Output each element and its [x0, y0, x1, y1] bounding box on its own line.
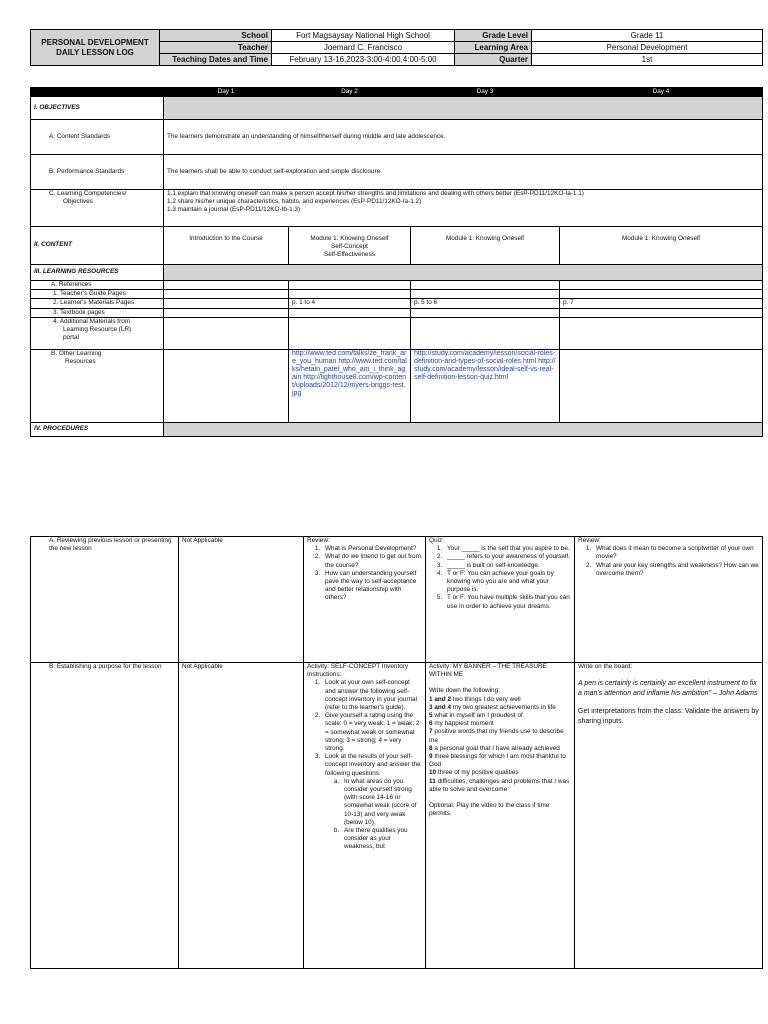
- list-item: 1. What does it mean to become a scriptwriter of your own movie?: [593, 545, 759, 561]
- olr-day4: [560, 349, 763, 422]
- additional-materials-label: [31, 317, 164, 349]
- dates-label: Teaching Dates and Time: [160, 54, 272, 66]
- proc-b-day2-sub: Instructions:: [307, 671, 342, 679]
- tg-label: 1. Teacher's Guide Pages: [31, 290, 164, 299]
- content-day1: Introduction to the Course: [164, 227, 289, 265]
- tb-day2: [289, 308, 411, 317]
- day-header-1: Day 1: [164, 88, 289, 97]
- proc-a-day4: [575, 537, 763, 663]
- competency-3: 1.3 maintain a journal (EsP-PD11/12KO-Ib-1.3): [167, 206, 301, 214]
- header-table: [30, 29, 763, 66]
- resources-fill: [164, 265, 763, 281]
- list-item-text: Look at the results of your self-concept inventory and answer the following questions.: [325, 753, 421, 777]
- proc-b-day3-intro: Write down the following:: [429, 687, 500, 695]
- list-item-text: what in myself am I proudest of: [432, 712, 523, 720]
- list-item-number: 3 and 4: [429, 703, 452, 711]
- content-standards-text: The learners demonstrate an understanding of himself/herself during middle and late adolescence.: [164, 120, 763, 155]
- procedures-fill: [164, 422, 763, 436]
- proc-b-day3-list: [429, 696, 571, 794]
- am-day3: [411, 317, 560, 349]
- proc-a-day2-title: Review:: [307, 537, 330, 544]
- proc-b-day3: [426, 663, 575, 969]
- school-label: School: [160, 30, 272, 42]
- references-day4: [560, 281, 763, 290]
- proc-a-label: A. Reviewing previous lesson or presenting the new lesson: [31, 537, 179, 663]
- content-day2-line2: Self-Concept: [331, 243, 368, 251]
- list-item: [429, 712, 571, 720]
- tg-day3: [411, 290, 560, 299]
- day-header-4: Day 4: [560, 88, 763, 97]
- title-line2: DAILY LESSON LOG: [56, 47, 134, 57]
- proc-b-day2-sublist: [325, 778, 422, 852]
- list-item: 2. Give yourself a rating using the scale: 0 = very weak; 1 = weak; 2 = somewhat weak or somewhat strong; 3 = strong; 4 = very strong.: [322, 712, 422, 753]
- day-header-2: Day 2: [289, 88, 411, 97]
- proc-a-day2-list: [307, 545, 422, 602]
- day-header-blank: [31, 88, 164, 97]
- lm-day2: p. 1 to 4: [289, 299, 411, 308]
- proc-a-day4-list: [578, 545, 759, 578]
- competencies-label-2: Objectives: [63, 198, 93, 206]
- olr-day1: [164, 349, 289, 422]
- tb-day3: [411, 308, 560, 317]
- am-line2: Learning Resource (LR): [63, 326, 132, 334]
- list-item: [429, 778, 571, 794]
- tg-day1: [164, 290, 289, 299]
- procedures-table: [30, 536, 763, 969]
- competency-2: 1.2 share his/her unique characteristics, habits, and experiences (EsP-PD11/12KO-Ia-1.2): [167, 198, 422, 206]
- proc-b-day4-note: Get interpretations from the class. Validate the answers by sharing inputs.: [578, 708, 759, 726]
- competencies-text: [164, 190, 763, 227]
- proc-a-day1: Not Applicable: [179, 537, 304, 663]
- school-value: Fort Magsaysay National High School: [272, 30, 455, 42]
- list-item-text: two things I do very well: [451, 695, 521, 703]
- proc-a-day3: [426, 537, 575, 663]
- content-day2-line3: Self-Effectiveness: [323, 251, 376, 259]
- references-day1: [164, 281, 289, 290]
- performance-standards-label: B. Performance Standards: [31, 155, 164, 190]
- proc-b-day2: [304, 663, 426, 969]
- proc-b-label: B. Establishing a purpose for the lesson: [31, 663, 179, 969]
- references-label: A. References: [31, 281, 164, 290]
- other-resources-links-day2[interactable]: http://www.ted.com/talks/ze_frank_are_you_human http://www.ted.com/talks/hetain_patel_who_am_i_think_again http://lighthouse8.com/wp-content/uploads/2012/12/myers-briggs-test.jpg: [289, 349, 411, 422]
- area-value: Personal Development: [532, 42, 763, 54]
- title-line1: PERSONAL DEVELOPMENT: [41, 37, 149, 47]
- performance-standards-text: The learners shall be able to conduct self-exploration and simple disclosure.: [164, 155, 763, 190]
- am-day2: [289, 317, 411, 349]
- list-item: 1. Look at your own self-concept and answer the following self-concept inventory in your journal (refer to the learner's guide).: [322, 679, 422, 712]
- teacher-label: Teacher: [160, 42, 272, 54]
- header-title: [31, 30, 160, 66]
- dates-value: February 13-16,2023-3:00-4:00,4:00-5:00: [272, 54, 455, 66]
- list-item-number: 11: [429, 777, 436, 785]
- list-item: 4. T or F: You can achieve your goals by knowing who you are and what your purpose is.: [444, 570, 571, 595]
- proc-b-day1: Not Applicable: [179, 663, 304, 969]
- list-item: [429, 745, 571, 753]
- list-item-text: positive words that my friends use to describe me: [429, 728, 564, 744]
- lesson-table: [30, 87, 763, 437]
- quarter-label: Quarter: [455, 54, 532, 66]
- day-header-3: Day 3: [411, 88, 560, 97]
- content-heading: II. CONTENT: [31, 227, 164, 265]
- list-item: [429, 769, 571, 777]
- list-item-number: 6: [429, 720, 433, 728]
- grade-label: Grade Level: [455, 30, 532, 42]
- proc-a-day3-title: Quiz:: [429, 537, 444, 544]
- am-day4: [560, 317, 763, 349]
- tb-day4: [560, 308, 763, 317]
- list-item-number: 8: [429, 744, 433, 752]
- tg-day4: [560, 290, 763, 299]
- list-item-text: my happiest moment: [432, 720, 494, 728]
- list-item: [429, 704, 571, 712]
- day-header-row: [31, 88, 763, 97]
- tb-label: 3. Textbook pages: [31, 308, 164, 317]
- list-item-number: 10: [429, 769, 437, 777]
- grade-value: Grade 11: [532, 30, 763, 42]
- other-resources-links-day3[interactable]: http://study.com/academy/lesson/social-roles-definition-and-types-of-social-roles.html http://study.com/academy/lesson/ideal-self-vs-real-self-definition-lesson-quiz.html: [411, 349, 560, 422]
- list-item-text: difficulties, challenges and problems that I was able to solve and overcome: [429, 777, 570, 793]
- competencies-label-1: C. Learning Competencies/: [49, 190, 127, 197]
- list-item: 2. _____ refers to your awareness of yourself.: [444, 553, 571, 561]
- other-resources-label: [31, 349, 164, 422]
- list-item: [429, 696, 571, 704]
- content-day4: Module 1: Knowing Oneself: [560, 227, 763, 265]
- list-item-number: 1 and 2: [429, 695, 452, 703]
- competency-1: 1.1 explain that knowing oneself can make a person accept his/her strengths and limitations and dealing with others better (EsP-PD11/12KO-Ia-1.1): [167, 190, 584, 197]
- lm-label: 2. Learner's Materials Pages: [31, 299, 164, 308]
- am-line3: portal: [63, 334, 79, 342]
- list-item: 1. Your _____ is the self that you aspire to be.: [444, 545, 571, 553]
- list-item: 2. What are your key strengths and weakness? How can we overcome them?: [593, 562, 759, 578]
- list-item-number: 7: [429, 728, 433, 736]
- lm-day3: p. 5 to 6: [411, 299, 560, 308]
- content-standards-label: A. Content Standards: [31, 120, 164, 155]
- list-item-text: a personal goal that I have already achieved: [432, 744, 560, 752]
- list-item: 2. What do we intend to get out from the course?: [322, 553, 422, 569]
- references-day3: [411, 281, 560, 290]
- list-item-number: 5: [429, 712, 433, 720]
- olr-line2: Resources: [65, 358, 96, 366]
- list-item-number: 9: [429, 753, 433, 761]
- quarter-value: 1st: [532, 54, 763, 66]
- proc-b-day4-quote: A pen is certainly is certainly an excellent instrument to fix a man's attention and inflame his ambition" – John Adams: [578, 680, 758, 698]
- proc-a-day3-list: [429, 545, 571, 611]
- lm-day4: p. 7: [560, 299, 763, 308]
- objectives-fill: [164, 97, 763, 120]
- competencies-label: [31, 190, 164, 227]
- list-item: b. Are there qualities you consider as your weakness, but: [341, 827, 422, 852]
- resources-heading: III. LEARNING RESOURCES: [31, 265, 164, 281]
- teacher-value: Joemard C. Francisco: [272, 42, 455, 54]
- tg-day2: [289, 290, 411, 299]
- proc-b-day4: [575, 663, 763, 969]
- proc-b-day3-title: Activity: MY BANNER – THE TREASURE WITHIN ME: [429, 663, 547, 679]
- proc-a-day4-title: Review:: [578, 537, 601, 544]
- proc-b-day4-title: Write on the board:: [578, 663, 633, 670]
- olr-line1: B. Other Learning: [51, 349, 102, 357]
- content-day2: [289, 227, 411, 265]
- list-item: 5. T or F: You have multiple skills that you can use in order to achieve your dreams.: [444, 594, 571, 610]
- proc-b-day3-optional: Optional: Play the video to the class if time permits.: [429, 802, 550, 818]
- list-item: [429, 753, 571, 769]
- list-item: 3. _____ is built on self-knowledge.: [444, 562, 571, 570]
- proc-b-day2-list: [307, 679, 422, 851]
- list-item: 3. How can understanding yourself pave the way to self-acceptance and better relationship with others?: [322, 570, 422, 603]
- lm-day1: [164, 299, 289, 308]
- list-item-text: three blessings for which I am most thankful to God: [429, 753, 566, 769]
- list-item: [429, 720, 571, 728]
- list-item-text: three of my positive qualities: [436, 769, 519, 777]
- procedures-heading: IV. PROCEDURES: [31, 422, 164, 436]
- proc-b-day2-title: Activity: SELF-CONCEPT Inventory: [307, 663, 409, 670]
- list-item: [322, 753, 422, 851]
- tb-day1: [164, 308, 289, 317]
- list-item: 1. What is Personal Development?: [322, 545, 422, 553]
- references-day2: [289, 281, 411, 290]
- content-day3: Module 1: Knowing Oneself: [411, 227, 560, 265]
- list-item: a. In what areas do you consider yourself strong (with score 14-16 or somewhat weak (score of 10-13) and very weak (below 10).: [341, 778, 422, 827]
- list-item-text: my two greatest achievements in life: [451, 703, 556, 711]
- am-day1: [164, 317, 289, 349]
- proc-a-day2: [304, 537, 426, 663]
- list-item: [429, 728, 571, 744]
- content-day2-line1: Module 1: Knowing Oneself: [310, 235, 389, 242]
- area-label: Learning Area: [455, 42, 532, 54]
- am-line1: 4. Additional Materials from: [53, 317, 131, 325]
- objectives-heading: I. OBJECTIVES: [31, 97, 164, 120]
